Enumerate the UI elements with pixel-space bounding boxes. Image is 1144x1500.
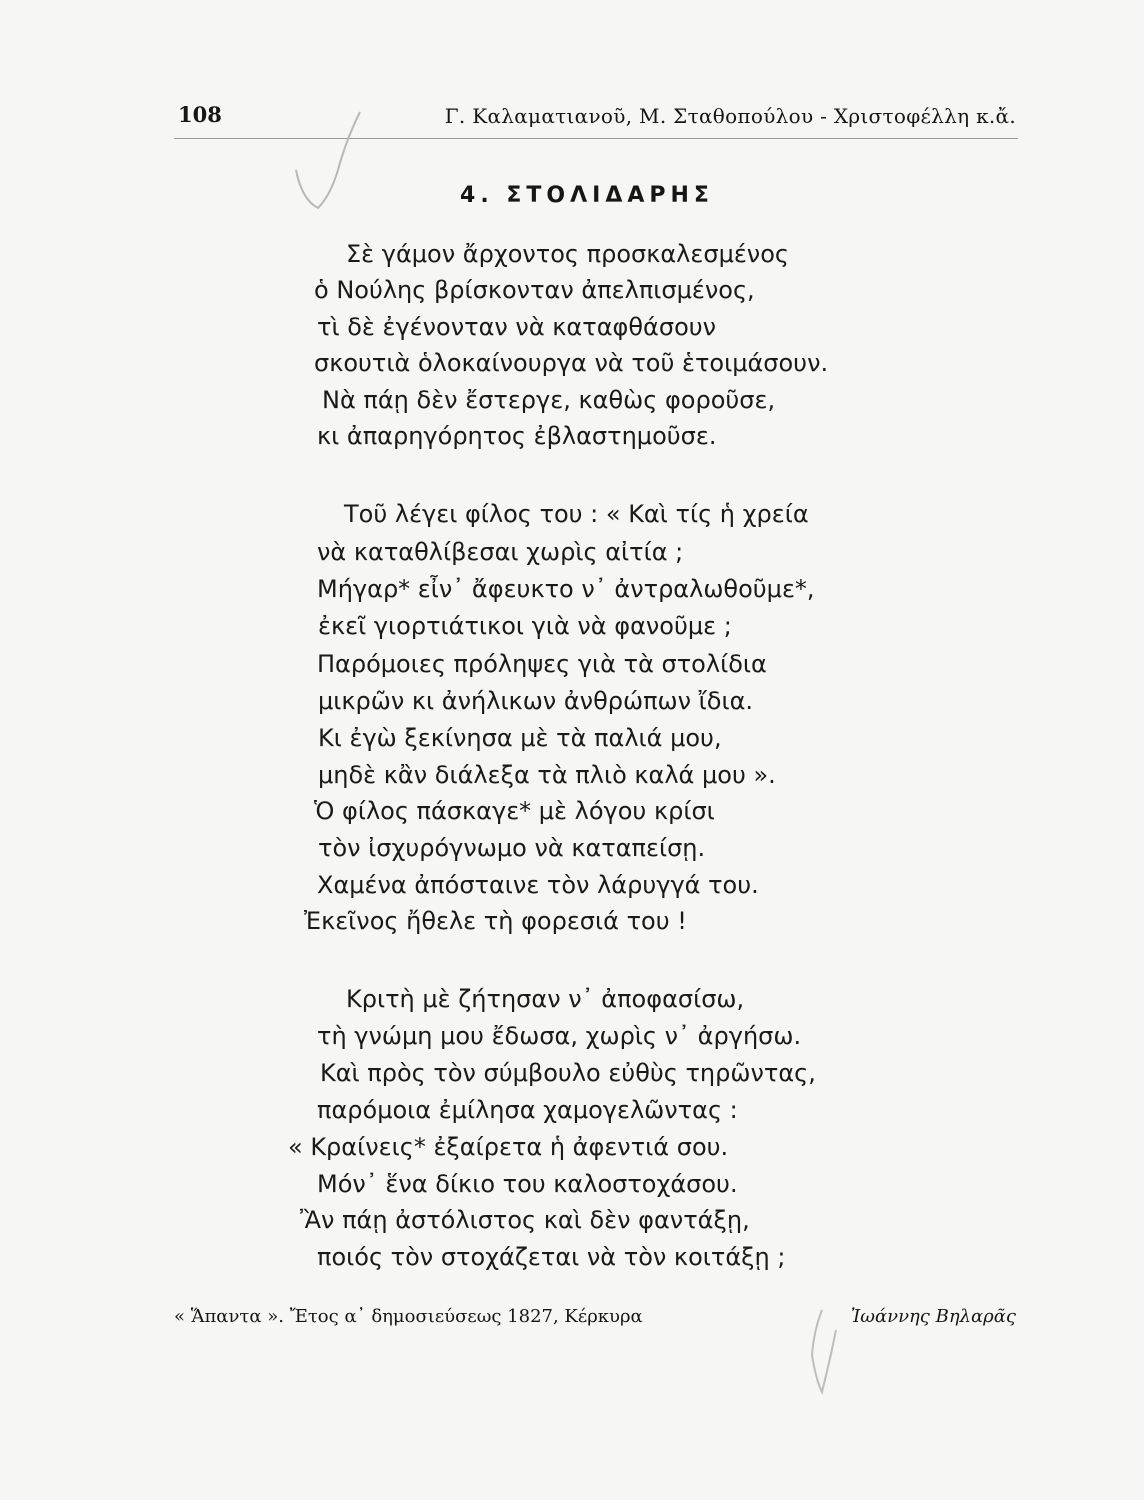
poem-line: Σὲ γάμον ἄρχοντος προσκαλεσμένος xyxy=(346,240,789,268)
poem-line: τὶ δὲ ἐγένονταν νὰ καταφθάσουν xyxy=(317,313,717,341)
author-name: Ἰωάννης Βηλαρᾶς xyxy=(850,1306,1016,1327)
poem-line: Μήγαρ* εἶν᾽ ἄφευκτο ν᾽ ἀντραλωθοῦμε*, xyxy=(317,575,815,603)
poem-title: 4. ΣΤΟΛΙΔΑΡΗΣ xyxy=(460,183,714,208)
poem-line: μηδὲ κἂν διάλεξα τὰ πλιὸ καλά μου ». xyxy=(318,761,776,789)
poem-line: « Κραίνεις* ἐξαίρετα ἡ ἀφεντιά σου. xyxy=(288,1133,729,1161)
poem-line: νὰ καταθλίβεσαι χωρὶς αἰτία ; xyxy=(317,538,684,566)
poem-line: ἐκεῖ γιορτιάτικοι γιὰ νὰ φανοῦμε ; xyxy=(318,612,732,640)
poem-line: Παρόμοιες πρόληψες γιὰ τὰ στολίδια xyxy=(317,650,767,678)
poem-line: Κριτὴ μὲ ζήτησαν ν᾽ ἀποφασίσω, xyxy=(346,985,745,1013)
poem-line: μικρῶν κι ἀνήλικων ἀνθρώπων ἴδια. xyxy=(318,687,754,715)
poem-line: Μόν᾽ ἕνα δίκιο του καλοστοχάσου. xyxy=(317,1170,738,1198)
poem-line: κι ἀπαρηγόρητος ἐβλαστημοῦσε. xyxy=(317,422,717,450)
header-rule xyxy=(174,138,1018,139)
poem-line: Καὶ πρὸς τὸν σύμβουλο εὐθὺς τηρῶντας, xyxy=(320,1059,816,1087)
poem-line: σκουτιὰ ὁλοκαίνουργα νὰ τοῦ ἑτοιμάσουν. xyxy=(314,349,829,377)
poem-line: τὸν ἰσχυρόγνωμο νὰ καταπείσῃ. xyxy=(318,834,706,862)
poem-line: Κι ἐγὼ ξεκίνησα μὲ τὰ παλιά μου, xyxy=(318,724,722,752)
poem-line: Νὰ πάῃ δὲν ἔστεργε, καθὼς φοροῦσε, xyxy=(322,386,776,414)
page-header xyxy=(174,100,1018,134)
poem-line: Ἐκεῖνος ἤθελε τὴ φορεσιά του ! xyxy=(304,907,687,935)
poem-line: Ὁ φίλος πάσκαγε* μὲ λόγου κρίσι xyxy=(314,797,715,825)
poem-line: Ἂν πάῃ ἀστόλιστος καὶ δὲν φαντάξῃ, xyxy=(300,1206,750,1234)
poem-line: παρόμοια ἐμίλησα χαμογελῶντας : xyxy=(317,1096,738,1124)
poem-line: Τοῦ λέγει φίλος του : « Καὶ τίς ἡ χρεία xyxy=(344,500,809,528)
poem-line: τὴ γνώμη μου ἔδωσα, χωρὶς ν᾽ ἀργήσω. xyxy=(317,1022,802,1050)
page-number: 108 xyxy=(178,102,222,127)
poem-line: Χαμένα ἀπόσταινε τὸν λάρυγγά του. xyxy=(317,871,759,899)
poem-line: ὁ Νούλης βρίσκονταν ἀπελπισμένος, xyxy=(314,276,755,304)
poem-line: ποιός τὸν στοχάζεται νὰ τὸν κοιτάξῃ ; xyxy=(317,1243,786,1271)
running-head: Γ. Καλαματιανοῦ, Μ. Σταθοπούλου - Χριστοφέλλη κ.ἄ. xyxy=(444,104,1016,128)
source-citation: « Ἅπαντα ». Ἔτος α᾽ δημοσιεύσεως 1827, Κέρκυρα xyxy=(174,1306,643,1327)
